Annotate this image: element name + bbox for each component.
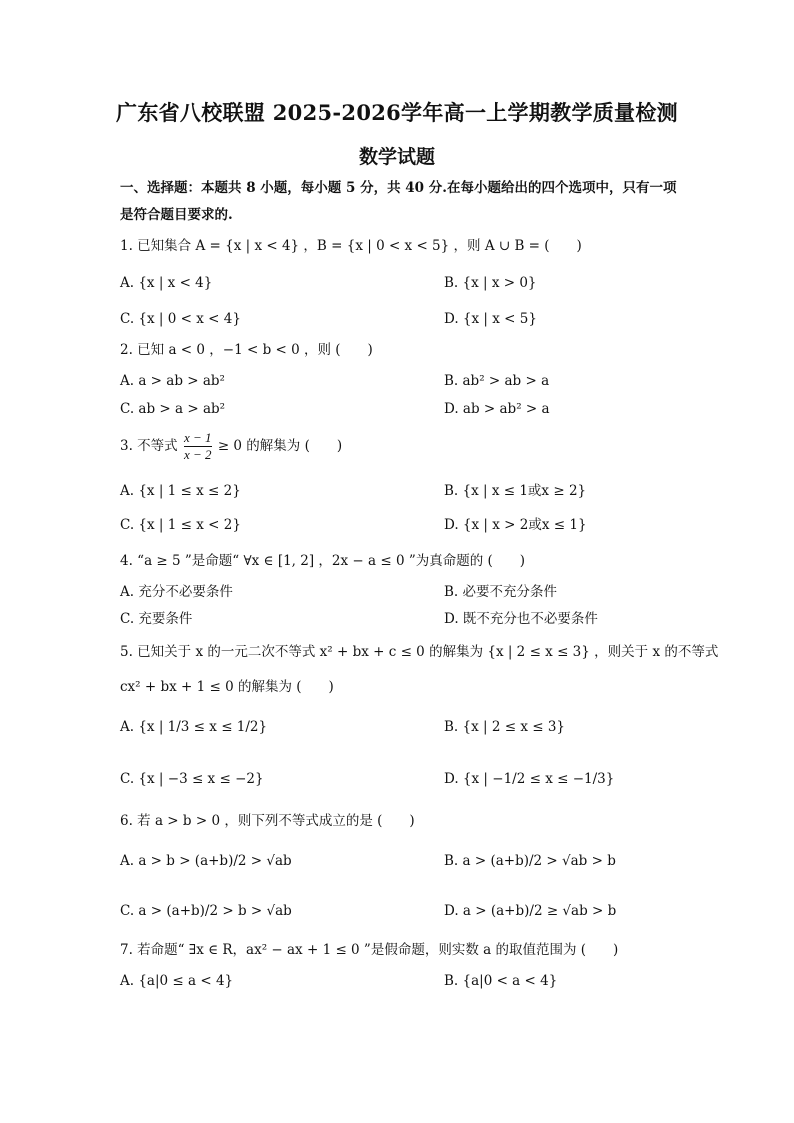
question-3-stem-prefix: 3. 不等式: [120, 438, 178, 454]
question-3-fraction: [184, 430, 212, 463]
question-2-option-a: A. a > ab > ab²: [120, 373, 225, 389]
question-3-option-b: B. {x | x ≤ 1或x ≥ 2}: [444, 483, 587, 499]
question-6-stem: 6. 若 a > b > 0 ，则下列不等式成立的是 ( ): [120, 813, 415, 829]
question-5-option-a: A. {x | 1/3 ≤ x ≤ 1/2}: [120, 719, 268, 735]
question-1-stem: 1. 已知集合 A = {x | x < 4} ，B = {x | 0 < x < 5} ，则 A ∪ B = ( ): [120, 238, 582, 254]
question-2-option-d: D. ab > ab² > a: [444, 401, 550, 417]
question-4-option-c: C. 充要条件: [120, 611, 193, 627]
question-3-fraction-numerator: x − 1: [183, 430, 212, 445]
question-2-option-c: C. ab > a > ab²: [120, 401, 226, 417]
question-3-option-c: C. {x | 1 ≤ x < 2}: [120, 517, 241, 533]
question-5-option-c: C. {x | −3 ≤ x ≤ −2}: [120, 771, 264, 787]
exam-title: 广东省八校联盟 2025-2026学年高一上学期教学质量检测: [116, 100, 678, 125]
question-3-option-a: A. {x | 1 ≤ x ≤ 2}: [120, 483, 241, 499]
question-1-option-a: A. {x | x < 4}: [120, 275, 213, 291]
question-6-option-b: B. a > (a+b)/2 > √ab > b: [444, 853, 616, 869]
question-2-option-b: B. ab² > ab > a: [444, 373, 550, 389]
question-2-stem: 2. 已知 a < 0 ，−1 < b < 0 ，则 ( ): [120, 342, 373, 358]
question-3-stem-suffix: ≥ 0 的解集为 ( ): [217, 438, 343, 454]
question-7-option-a: A. {a|0 ≤ a < 4}: [120, 973, 234, 989]
question-6-option-d: D. a > (a+b)/2 ≥ √ab > b: [444, 903, 617, 919]
question-6-option-c: C. a > (a+b)/2 > b > √ab: [120, 903, 292, 919]
question-4-option-b: B. 必要不充分条件: [444, 584, 558, 600]
question-5-option-d: D. {x | −1/2 ≤ x ≤ −1/3}: [444, 771, 615, 787]
question-1-option-b: B. {x | x > 0}: [444, 275, 537, 291]
question-5-stem-line2: cx² + bx + 1 ≤ 0 的解集为 ( ): [120, 679, 334, 695]
question-4-stem: 4. “a ≥ 5 ”是命题“ ∀x ∈ [1, 2] ，2x − a ≤ 0 ”为真命题的 ( ): [120, 553, 526, 569]
question-3-option-d: D. {x | x > 2或x ≤ 1}: [444, 517, 587, 533]
question-5-option-b: B. {x | 2 ≤ x ≤ 3}: [444, 719, 566, 735]
question-4-option-a: A. 充分不必要条件: [120, 584, 233, 600]
question-1-option-d: D. {x | x < 5}: [444, 311, 537, 327]
question-4-option-d: D. 既不充分也不必要条件: [444, 611, 598, 627]
question-3-stem: [120, 428, 342, 464]
question-1-option-c: C. {x | 0 < x < 4}: [120, 311, 241, 327]
question-6-option-a: A. a > b > (a+b)/2 > √ab: [120, 853, 292, 869]
question-3-fraction-denominator: x − 2: [183, 447, 212, 462]
section-heading-line2: 是符合题目要求的.: [120, 207, 233, 223]
exam-subtitle: 数学试题: [358, 146, 435, 168]
question-7-option-b: B. {a|0 < a < 4}: [444, 973, 558, 989]
question-5-stem: 5. 已知关于 x 的一元二次不等式 x² + bx + c ≤ 0 的解集为 {x | 2 ≤ x ≤ 3} ，则关于 x 的不等式: [120, 644, 719, 660]
question-7-stem: 7. 若命题“ ∃x ∈ R，ax² − ax + 1 ≤ 0 ”是假命题，则实数 a 的取值范围为 ( ): [120, 942, 619, 958]
section-heading-line1: 一、选择题：本题共 8 小题，每小题 5 分，共 40 分.在每小题给出的四个选项中，只有一项: [120, 180, 677, 196]
